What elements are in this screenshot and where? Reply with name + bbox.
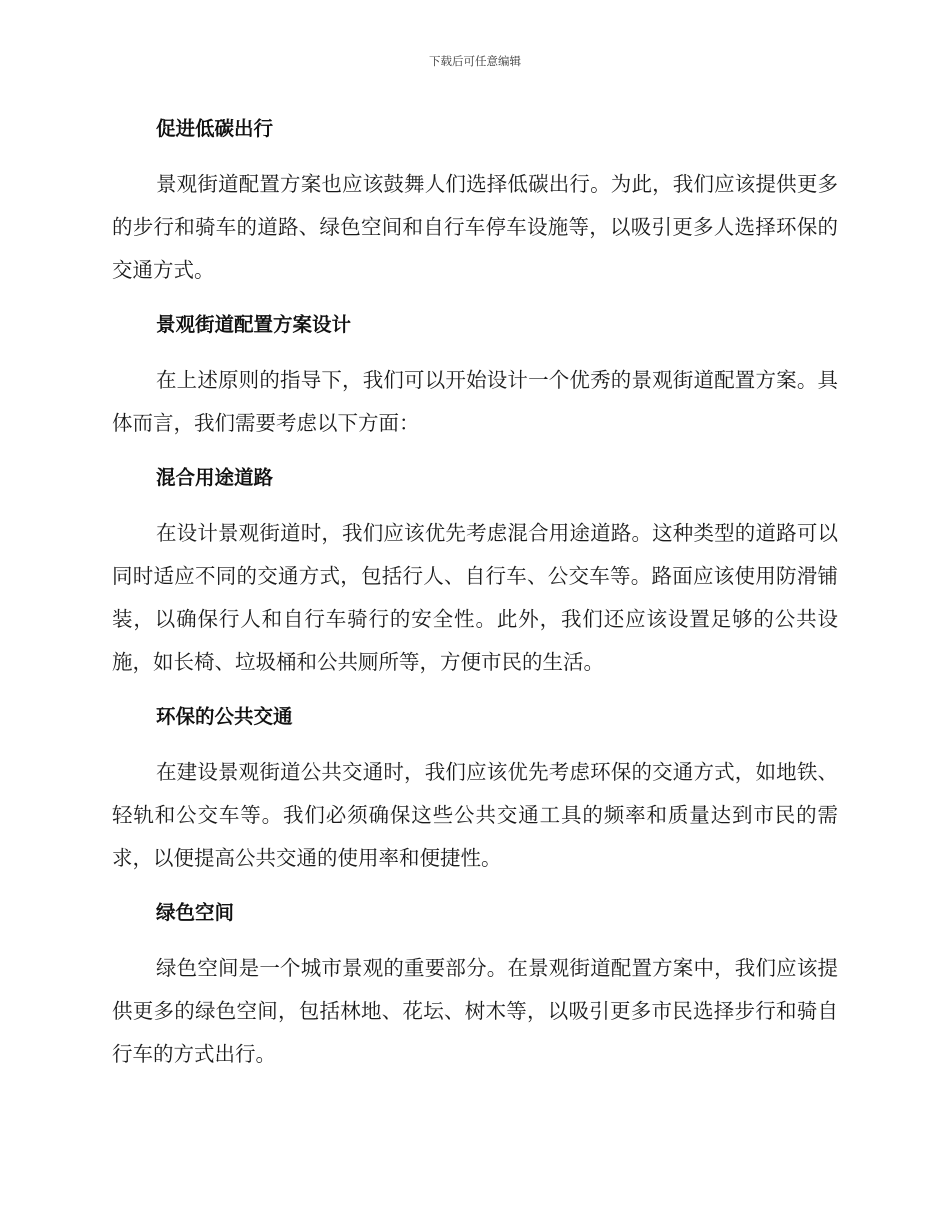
document-body <box>112 109 838 1089</box>
section-public-transport <box>112 697 838 880</box>
section-heading: 环保的公共交通 <box>156 705 293 728</box>
section-mixed-use-roads <box>112 458 838 684</box>
section-heading: 绿色空间 <box>156 901 235 924</box>
section-paragraph: 在建设景观街道公共交通时，我们应该优先考虑环保的交通方式，如地铁、轻轨和公交车等。我们必须确保这些公共交通工具的频率和质量达到市民的需求，以便提高公共交通的使用率和便捷性。 <box>112 760 838 870</box>
page-header: 下载后可任意编辑 <box>429 54 521 68</box>
section-paragraph: 在上述原则的指导下，我们可以开始设计一个优秀的景观街道配置方案。具体而言，我们需要考虑以下方面： <box>112 368 838 435</box>
section-design <box>112 305 838 445</box>
section-heading: 景观街道配置方案设计 <box>156 313 352 336</box>
section-green-space <box>112 893 838 1076</box>
section-paragraph: 绿色空间是一个城市景观的重要部分。在景观街道配置方案中，我们应该提供更多的绿色空间，包括林地、花坛、树木等，以吸引更多市民选择步行和骑自行车的方式出行。 <box>112 956 838 1066</box>
section-paragraph: 景观街道配置方案也应该鼓舞人们选择低碳出行。为此，我们应该提供更多的步行和骑车的道路、绿色空间和自行车停车设施等，以吸引更多人选择环保的交通方式。 <box>112 172 838 282</box>
section-paragraph: 在设计景观街道时，我们应该优先考虑混合用途道路。这种类型的道路可以同时适应不同的交通方式，包括行人、自行车、公交车等。路面应该使用防滑铺装，以确保行人和自行车骑行的安全性。此外，我们还应该设置足够的公共设施，如长椅、垃圾桶和公共厕所等，方便市民的生活。 <box>112 521 838 674</box>
section-heading: 促进低碳出行 <box>156 117 274 140</box>
section-heading: 混合用途道路 <box>156 466 274 489</box>
section-low-carbon <box>112 109 838 292</box>
